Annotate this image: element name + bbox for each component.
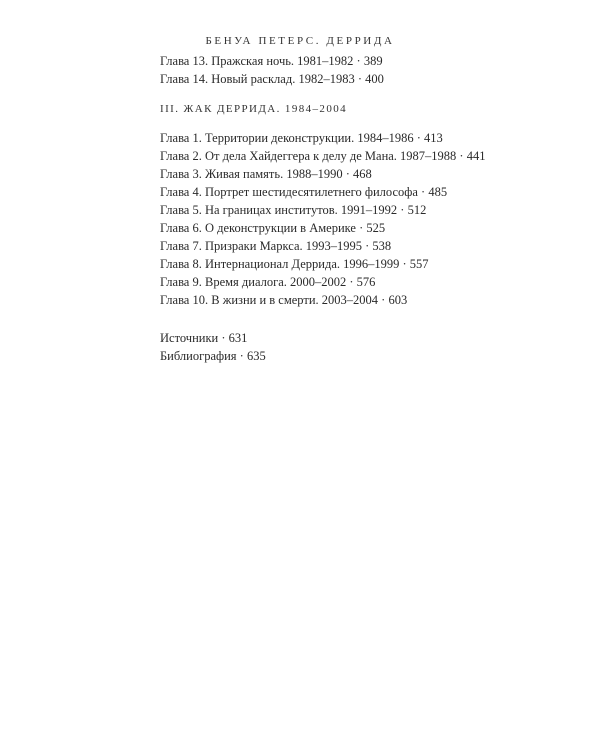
toc-entry-bibliography: Библиография · 635 bbox=[160, 349, 266, 363]
toc-entry: Глава 4. Портрет шестидесятилетнего философа · 485 bbox=[160, 185, 448, 199]
toc-entry: Глава 7. Призраки Маркса. 1993–1995 · 538 bbox=[160, 239, 392, 253]
toc-entry: Глава 13. Пражская ночь. 1981–1982 · 389 bbox=[160, 54, 383, 68]
toc-entry: Глава 3. Живая память. 1988–1990 · 468 bbox=[160, 167, 372, 181]
part-heading: III. ЖАК ДЕРРИДА. 1984–2004 bbox=[160, 103, 348, 115]
toc-group-part-ii-end bbox=[160, 52, 580, 88]
toc-entry: Глава 10. В жизни и в смерти. 2003–2004 · 603 bbox=[160, 293, 408, 307]
toc-entry: Глава 14. Новый расклад. 1982–1983 · 400 bbox=[160, 72, 384, 86]
toc-entry: Глава 8. Интернационал Деррида. 1996–1999 · 557 bbox=[160, 257, 429, 271]
toc-group-back-matter bbox=[160, 329, 580, 365]
running-head: БЕНУА ПЕТЕРС. ДЕРРИДА bbox=[205, 35, 395, 47]
toc-entry: Глава 2. От дела Хайдеггера к делу де Мана. 1987–1988 · 441 bbox=[160, 149, 486, 163]
toc-entry: Глава 5. На границах институтов. 1991–1992 · 512 bbox=[160, 203, 427, 217]
toc-entry: Глава 6. О деконструкции в Америке · 525 bbox=[160, 221, 386, 235]
toc-group-part-iii bbox=[160, 129, 580, 309]
table-of-contents bbox=[160, 52, 580, 365]
toc-entry-sources: Источники · 631 bbox=[160, 331, 248, 345]
toc-entry: Глава 9. Время диалога. 2000–2002 · 576 bbox=[160, 275, 376, 289]
toc-entry: Глава 1. Территории деконструкции. 1984–1986 · 413 bbox=[160, 131, 443, 145]
